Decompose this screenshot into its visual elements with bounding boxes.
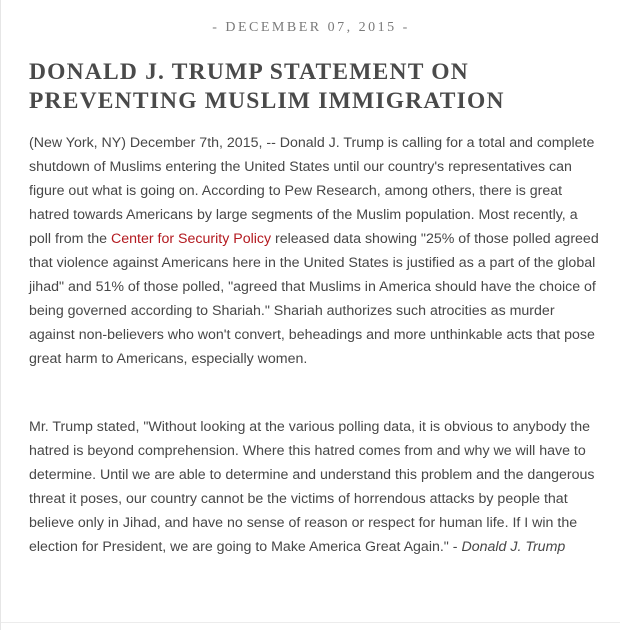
bottom-divider bbox=[1, 622, 620, 623]
statement-paragraph-1 bbox=[29, 131, 601, 371]
statement-title: DONALD J. TRUMP STATEMENT ON PREVENTING MUSLIM IMMIGRATION bbox=[29, 59, 505, 114]
quote-attribution: Donald J. Trump bbox=[461, 539, 566, 555]
center-for-security-policy-link[interactable]: Center for Security Policy bbox=[111, 231, 272, 247]
paragraph-2-text: Mr. Trump stated, "Without looking at the various polling data, it is obvious to anybody the hatred is beyond comprehension. Where this hatred comes from and why we will have to determine. Until we are able to determine and understand this problem and the dangerous threat it poses, our country cannot be the victims of horrendous attacks by people that believe only in Jihad, and have no sense of reason or respect for human life. If I win the election for President, we are going to Make America Great Again." - bbox=[29, 419, 595, 555]
statement-paragraph-2 bbox=[29, 415, 601, 559]
paragraph-1-text-end: released data showing "25% of those polled agreed that violence against Americans here in the United States is justified as a part of the global jihad" and 51% of those polled, "agreed that Muslims in America should have the choice of being governed according to Shariah." Shariah authorizes such atrocities as murder against non-believers who won't convert, beheadings and more unthinkable acts that pose great harm to Americans, especially women. bbox=[29, 231, 599, 367]
paragraph-1-text-start: (New York, NY) December 7th, 2015, -- Donald J. Trump is calling for a total and complete shutdown of Muslims entering the United States until our country's representatives can figure out what is going on. According to Pew Research, among others, there is great hatred towards Americans by large segments of the Muslim population. Most recently, a poll from the bbox=[29, 135, 595, 247]
publish-date: - DECEMBER 07, 2015 - bbox=[212, 20, 410, 35]
